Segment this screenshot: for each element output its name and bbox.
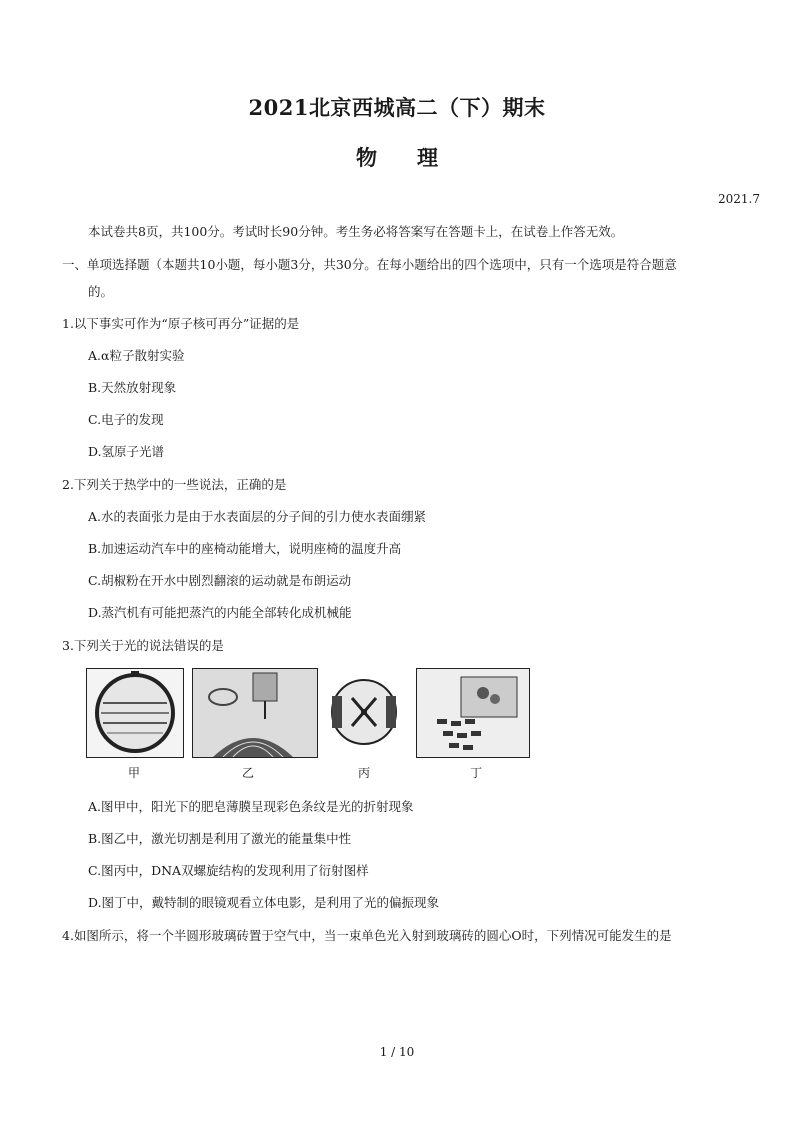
section-heading-line1: 一、单项选择题（本题共10小题，每小题3分，共30分。在每小题给出的四个选项中，只有一个选项是符合题意 [62,257,677,272]
question-3-option-c: C.图丙中，DNA双螺旋结构的发现利用了衍射图样 [88,863,369,878]
question-2-stem: 2.下列关于热学中的一些说法，正确的是 [62,477,287,492]
question-3-stem: 3.下列关于光的说法错误的是 [62,638,224,653]
subject-title: 物理 [356,145,478,170]
question-4-stem: 4.如图所示，将一个半圆形玻璃砖置于空气中，当一束单色光入射到玻璃砖的圆心O时，下列情况可能发生的是 [62,928,672,943]
question-1-option-c: C.电子的发现 [88,412,164,427]
question-1-option-d: D.氢原子光谱 [88,444,165,459]
soap-film-image [87,669,183,757]
question-2-option-d: D.蒸汽机有可能把蒸汽的内能全部转化成机械能 [88,605,352,620]
question-1-option-a: A.α粒子散射实验 [88,348,185,363]
question-2-option-c: C.胡椒粉在开水中剧烈翻滚的运动就是布朗运动 [88,573,352,588]
question-1-stem: 1.以下事实可作为“原子核可再分”证据的是 [62,316,300,331]
figure-jia [86,668,184,758]
figure-ding [416,668,530,758]
figure-label-jia: 甲 [128,766,141,780]
figure-label-ding: 丁 [470,766,483,780]
3d-movie-image [417,669,529,757]
exam-date: 2021.7 [718,192,760,206]
question-3-option-a: A.图甲中，阳光下的肥皂薄膜呈现彩色条纹是光的折射现象 [88,799,414,814]
question-2-option-a: A.水的表面张力是由于水表面层的分子间的引力使水表面绷紧 [88,509,427,524]
question-3-figures [86,668,536,778]
intro-text: 本试卷共8页，共100分。考试时长90分钟。考生务必将答案写在答题卡上，在试卷上作答无效。 [88,224,624,239]
figure-label-yi: 乙 [242,766,255,780]
figure-bing [328,668,400,756]
figure-label-bing: 丙 [358,766,371,780]
figure-yi [192,668,318,758]
dna-diffraction-image [328,668,400,756]
page-title: 2021北京西城高二（下）期末 [248,95,546,120]
laser-cutting-image [193,669,317,757]
section-heading-line2: 的。 [88,284,114,299]
question-1-option-b: B.天然放射现象 [88,380,177,395]
question-3-option-b: B.图乙中，激光切割是利用了激光的能量集中性 [88,831,352,846]
page-number: 1 / 10 [379,1045,415,1059]
question-3-option-d: D.图丁中，戴特制的眼镜观看立体电影，是利用了光的偏振现象 [88,895,440,910]
question-2-option-b: B.加速运动汽车中的座椅动能增大，说明座椅的温度升高 [88,541,402,556]
